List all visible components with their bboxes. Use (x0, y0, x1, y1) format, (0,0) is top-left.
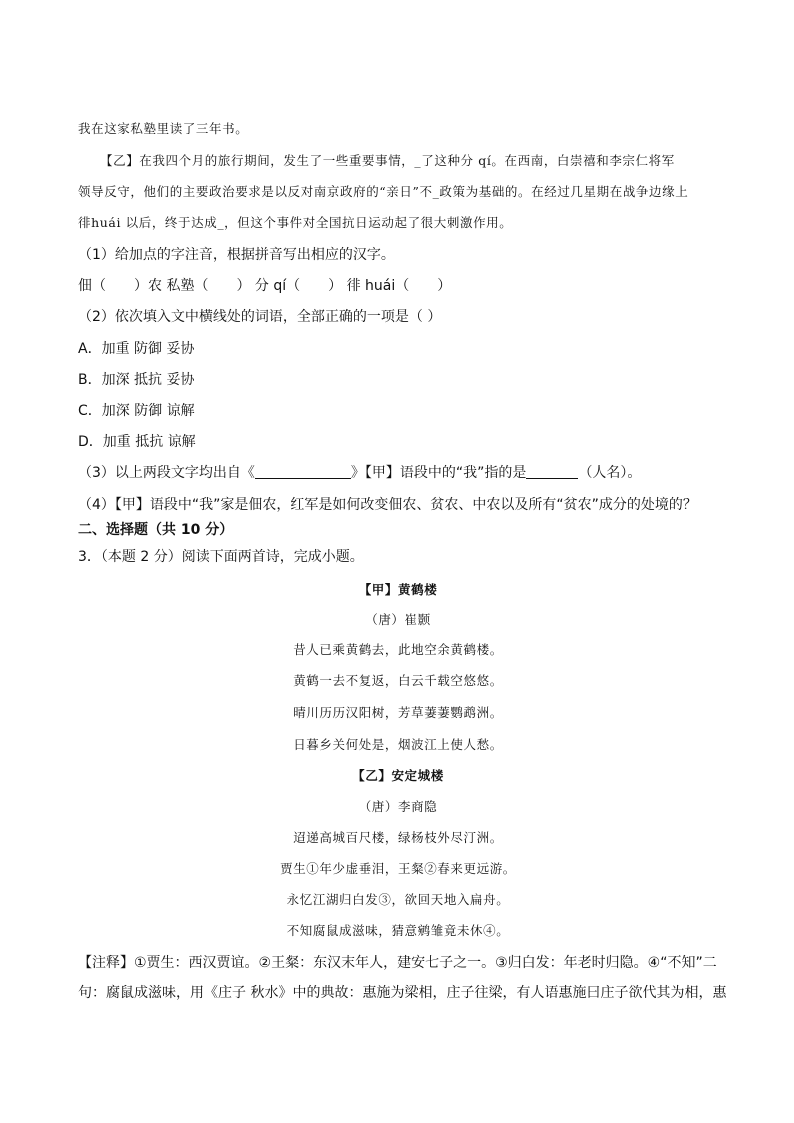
poem-1-line1: 昔人已乘黄鹤去，此地空余黄鹤楼。 (293, 642, 503, 657)
poem-2-line3: 永忆江湖归白发③，欲回天地入扁舟。 (286, 892, 510, 907)
option-b: B．加深 抵抗 妥协 (78, 372, 195, 388)
poem-1-title: 【甲】黄鹤楼 (358, 582, 438, 597)
paragraph-yi-line1: 【乙】在我四个月的旅行期间，发生了一些重要事情，_了这种分 qí。在西南，白崇禧和李宗仁将军 (100, 153, 675, 168)
section-heading: 二、选择题（共 10 分） (78, 522, 234, 538)
question-3 (78, 463, 718, 483)
person-name-blank[interactable] (526, 464, 578, 479)
notes-line1: 【注释】①贾生：西汉贾谊。②王粲：东汉末年人，建安七子之一。③归白发：年老时归隐。④“不知”二 (78, 955, 717, 971)
question-2: （2）依次填入文中横线处的词语，全部正确的一项是（ ） (78, 309, 442, 325)
poem-2-line4: 不知腐鼠成滋味，猜意鹓雏竟未休④。 (286, 923, 510, 938)
question-3-middle: 》【甲】语段中的“我”指的是 (350, 465, 527, 481)
question-1-items: 佃（ ）农 私塾（ ） 分 qí（ ） 徘 huái（ ） (78, 278, 452, 294)
poem-1-line3: 晴川历历汉阳树，芳草萋萋鹦鹉洲。 (293, 705, 503, 720)
poem-1-line2: 黄鹤一去不复返，白云千载空悠悠。 (293, 673, 503, 688)
notes-line2: 句：腐鼠成滋味，用《庄子 秋水》中的典故：惠施为梁相，庄子往梁，有人语惠施曰庄子欲代其为相，惠 (78, 985, 727, 1001)
book-title-blank[interactable] (255, 464, 351, 479)
question-1: （1）给加点的字注音，根据拼音写出相应的汉字。 (78, 247, 395, 263)
poem-2-title: 【乙】安定城楼 (352, 768, 444, 783)
paragraph-yi-line2: 领导反守，他们的主要政治要求是以反对南京政府的“亲日”不_政策为基础的。在经过几星期在战争边缘上 (78, 184, 689, 199)
poem-2-line1: 迢递高城百尺楼，绿杨枝外尽汀洲。 (293, 830, 503, 845)
question-3-suffix: （人名）。 (578, 465, 642, 481)
question-3-prefix: （3）以上两段文字均出自《 (78, 465, 255, 481)
poem-1-line4: 日暮乡关何处是，烟波江上使人愁。 (293, 737, 503, 752)
question-3-intro: 3．（本题 2 分）阅读下面两首诗，完成小题。 (78, 549, 364, 565)
poem-2-author: （唐）李商隐 (358, 799, 438, 814)
paragraph-jia-end: 我在这家私塾里读了三年书。 (78, 121, 249, 136)
option-a: A．加重 防御 妥协 (78, 341, 195, 357)
question-4: （4）【甲】语段中“我”家是佃农，红军是如何改变佃农、贫农、中农以及所有“贫农”成分的处境的？ (78, 497, 697, 513)
option-c: C．加深 防御 谅解 (78, 403, 195, 419)
poem-1-author: （唐）崔颢 (365, 612, 431, 627)
poem-2-line2: 贾生①年少虚垂泪，王粲②春来更远游。 (280, 861, 516, 876)
option-d: D．加重 抵抗 谅解 (78, 434, 196, 450)
paragraph-yi-line3: 徘huái 以后，终于达成_，但这个事件对全国抗日运动起了很大刺激作用。 (78, 215, 513, 230)
